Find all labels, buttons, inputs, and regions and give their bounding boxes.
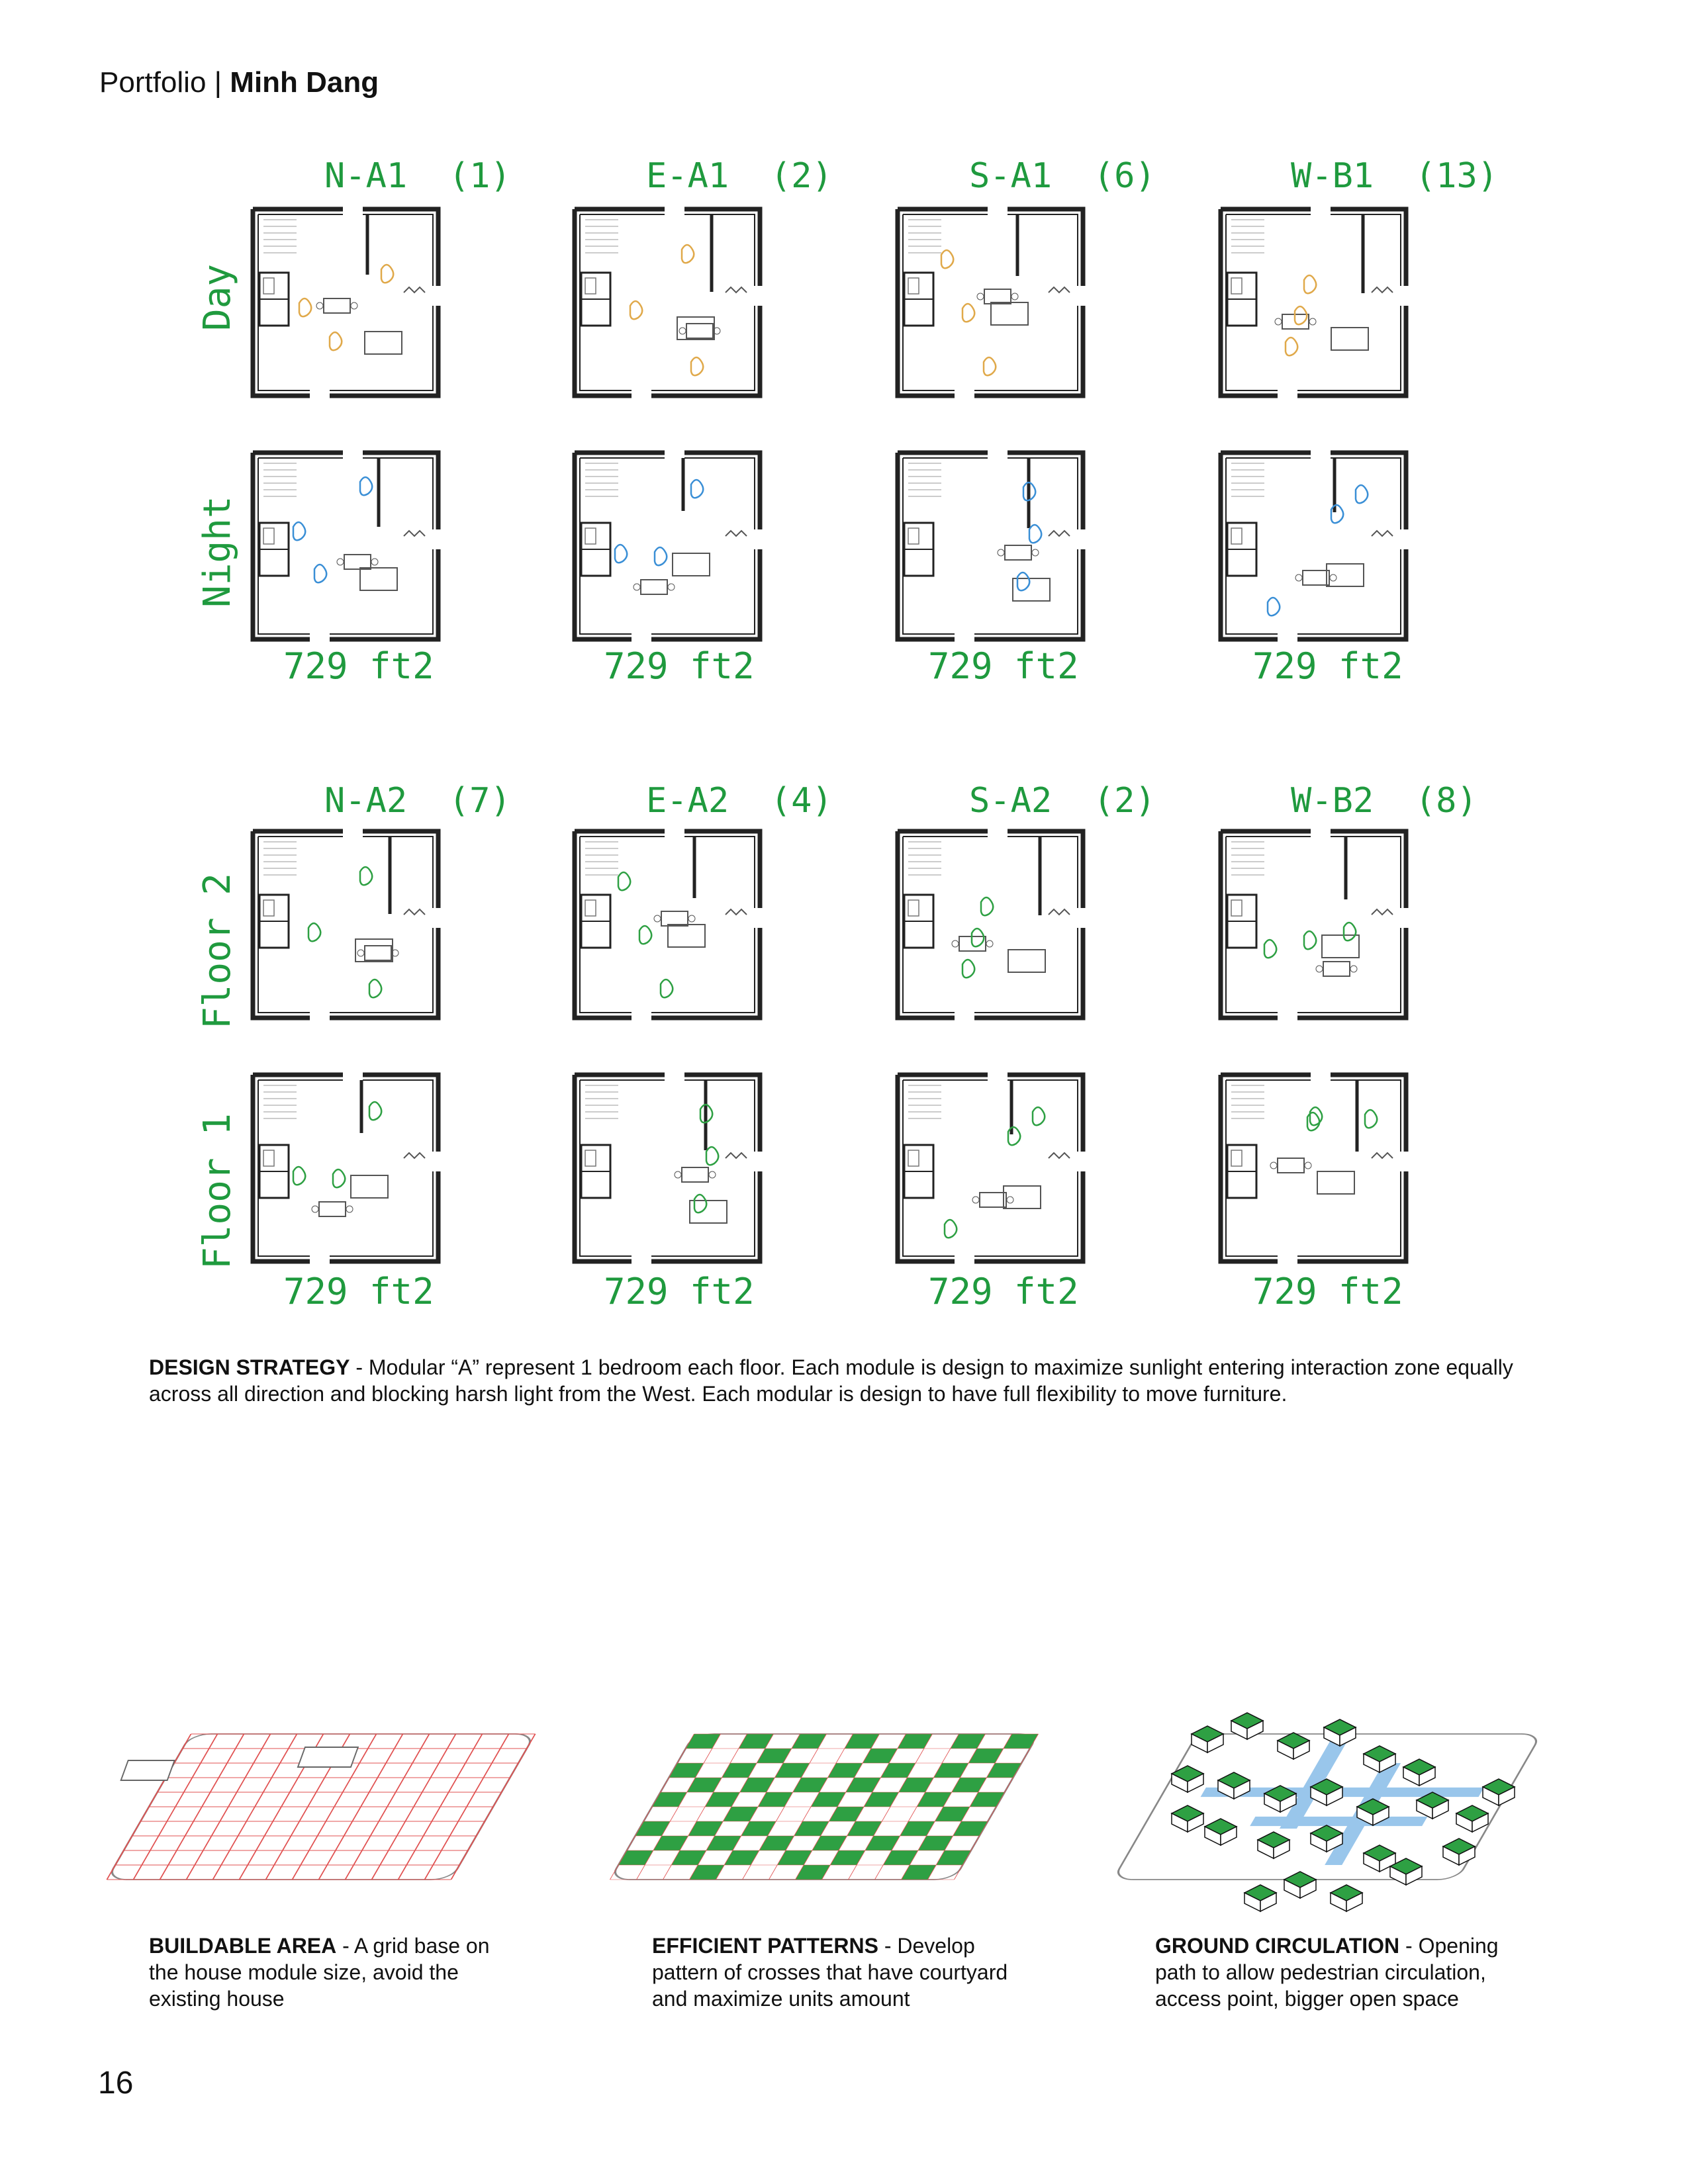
area-label: 729 ft2 — [283, 1271, 434, 1312]
caption-text: - Develop pattern of crosses that have courtyard and maximize units amount — [652, 1934, 1008, 2011]
author-name: Minh Dang — [230, 66, 379, 99]
page-header — [99, 66, 379, 99]
strategy-text: - Modular “A” represent 1 bedroom each floor. Each module is design to maximize sunlight entering interaction zone equally across all direction and blocking harsh light from the West. Each modular is design to have full flexibility to move furniture. — [149, 1355, 1513, 1406]
area-label: 729 ft2 — [928, 645, 1079, 687]
column-title: N-A2 (7) — [324, 781, 511, 821]
floor-plan — [1218, 450, 1409, 642]
row-label-floor-2: Floor 2 — [196, 872, 239, 1029]
floor-plan — [250, 450, 441, 642]
floor-plan — [895, 1072, 1086, 1264]
area-label: 729 ft2 — [604, 645, 755, 687]
floor-plan — [572, 1072, 763, 1264]
floor-plan — [1218, 829, 1409, 1021]
floor-plan — [572, 829, 763, 1021]
floor-plan — [572, 206, 763, 398]
efficient-patterns-diagram — [609, 1694, 1039, 1933]
column-title: E-A2 (4) — [646, 781, 833, 821]
column-title: W-B2 (8) — [1291, 781, 1477, 821]
page-number: 16 — [98, 2066, 134, 2101]
area-label: 729 ft2 — [1252, 645, 1403, 687]
buildable-area-diagram — [106, 1694, 536, 1933]
column-title: S-A2 (2) — [969, 781, 1156, 821]
floor-plan — [895, 829, 1086, 1021]
floor-plan — [250, 829, 441, 1021]
row-label-day: Day — [196, 263, 239, 331]
floor-plan — [250, 206, 441, 398]
strategy-heading: DESIGN STRATEGY — [149, 1355, 350, 1379]
floor-plan — [895, 206, 1086, 398]
floor-plan — [1218, 1072, 1409, 1264]
area-label: 729 ft2 — [283, 645, 434, 687]
caption-text: - A grid base on the house module size, avoid the existing house — [149, 1934, 490, 2011]
caption-text: - Opening path to allow pedestrian circulation, access point, bigger open space — [1155, 1934, 1499, 2011]
floor-plan — [895, 450, 1086, 642]
caption-efficient-patterns — [652, 1933, 1023, 2012]
caption-heading: BUILDABLE AREA — [149, 1934, 337, 1958]
area-label: 729 ft2 — [604, 1271, 755, 1312]
row-label-night: Night — [196, 496, 239, 608]
area-label: 729 ft2 — [1252, 1271, 1403, 1312]
column-title: E-A1 (2) — [646, 156, 833, 196]
caption-buildable-area — [149, 1933, 520, 2012]
floor-plan — [1218, 206, 1409, 398]
caption-heading: EFFICIENT PATTERNS — [652, 1934, 878, 1958]
area-label: 729 ft2 — [928, 1271, 1079, 1312]
building-block — [1244, 1885, 1276, 1911]
caption-heading: GROUND CIRCULATION — [1155, 1934, 1400, 1958]
floor-plan — [572, 450, 763, 642]
ground-circulation-diagram — [1112, 1694, 1542, 1933]
design-strategy — [149, 1354, 1539, 1407]
floor-plan — [250, 1072, 441, 1264]
column-title: N-A1 (1) — [324, 156, 511, 196]
header-prefix: Portfolio | — [99, 66, 230, 99]
building-block — [1331, 1885, 1362, 1911]
column-title: S-A1 (6) — [969, 156, 1156, 196]
row-label-floor-1: Floor 1 — [196, 1113, 239, 1269]
caption-ground-circulation — [1155, 1933, 1526, 2012]
column-title: W-B1 (13) — [1291, 156, 1499, 196]
